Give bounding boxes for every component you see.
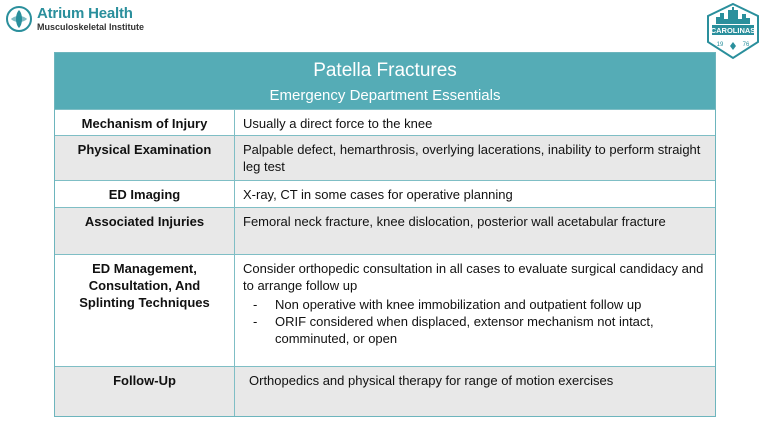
table-row-follow-up	[55, 366, 715, 416]
badge-text: CAROLINAS	[710, 26, 756, 35]
row-text: Femoral neck fracture, knee dislocation, posterior wall acetabular fracture	[243, 214, 666, 229]
row-text: X-ray, CT in some cases for operative planning	[243, 187, 513, 202]
table-row-associated-injuries	[55, 207, 715, 254]
patella-fractures-table	[54, 52, 716, 417]
brand-name: Atrium Health	[37, 5, 133, 22]
table-row-physical-exam	[55, 135, 715, 180]
atrium-leaf-icon	[6, 6, 32, 32]
list-item: - Non operative with knee immobilization and outpatient follow up	[265, 296, 707, 313]
table-subtitle: Emergency Department Essentials	[269, 87, 501, 104]
row-label: Associated Injuries	[55, 208, 235, 254]
row-label: Physical Examination	[55, 136, 235, 180]
row-text: Palpable defect, hemarthrosis, overlying lacerations, inability to perform straight leg test	[243, 142, 701, 174]
management-bullet-list	[243, 296, 707, 347]
row-text: Usually a direct force to the knee	[243, 116, 433, 131]
table-title: Patella Fractures	[313, 60, 457, 81]
table-header	[55, 53, 715, 109]
brand-subtitle: Musculoskeletal Institute	[37, 22, 145, 32]
list-item: - ORIF considered when displaced, extensor mechanism not intact, comminuted, or open	[265, 313, 707, 347]
table-row-imaging	[55, 180, 715, 207]
table-row-ed-management	[55, 254, 715, 366]
badge-year-right: 76	[742, 42, 750, 48]
row-text: Consider orthopedic consultation in all cases to evaluate surgical candidacy and to arrange follow up	[243, 261, 704, 293]
row-label: ED Imaging	[55, 181, 235, 207]
table-row-mechanism	[55, 109, 715, 135]
row-label: Mechanism of Injury	[55, 110, 235, 135]
row-label: ED Management, Consultation, And Splinting Techniques	[55, 255, 235, 366]
badge-year-left: 19	[716, 42, 724, 48]
row-content	[235, 255, 715, 366]
atrium-health-logo	[6, 6, 144, 32]
row-label: Follow-Up	[55, 367, 235, 416]
row-text: Orthopedics and physical therapy for range of motion exercises	[249, 373, 614, 388]
